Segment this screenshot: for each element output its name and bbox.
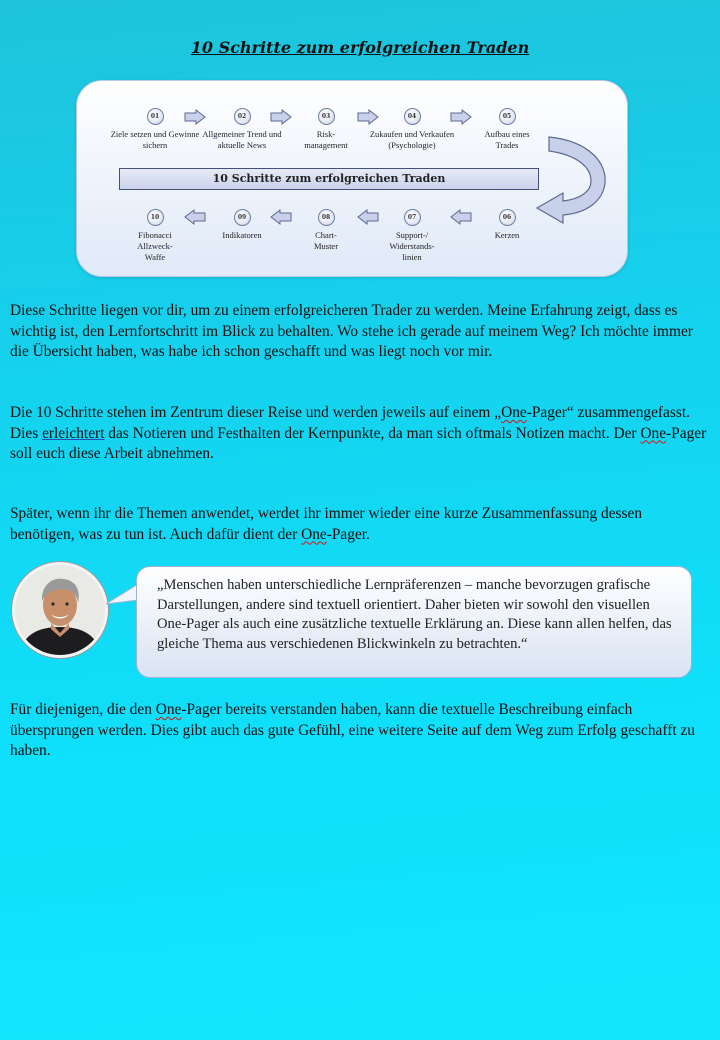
arrow-right-icon — [357, 109, 379, 125]
step-number: 10 — [147, 209, 164, 226]
step-number: 05 — [499, 108, 516, 125]
step-number: 04 — [404, 108, 421, 125]
step-number: 08 — [318, 209, 335, 226]
step-number: 09 — [234, 209, 251, 226]
text-run: -Pager. — [326, 525, 370, 543]
paragraph-one-pager — [10, 403, 710, 465]
step-label: Support-/ Widerstands-linien — [389, 230, 435, 262]
spellcheck-word: One — [301, 525, 327, 543]
grammar-word: erleichtert — [42, 424, 105, 442]
arrow-right-icon — [184, 109, 206, 125]
step-label: Indikatoren — [222, 230, 262, 240]
arrow-left-icon — [357, 209, 379, 225]
arrow-right-icon — [450, 109, 472, 125]
step-label: Kerzen — [494, 230, 520, 240]
step-label: Aufbau eines Trades — [484, 129, 530, 150]
text-run: -Pager bereits verstanden haben, kann die textuelle Beschreibung einfach übersprungen werden. Dies gibt auch das gute Gefühl, eine weitere Seite auf dem Weg zum Erfolg geschafft zu haben. — [10, 701, 695, 759]
step-06 — [462, 209, 552, 241]
arrow-left-icon — [270, 209, 292, 225]
step-number: 02 — [234, 108, 251, 125]
quote-bubble — [136, 566, 692, 678]
paragraph-intro: Diese Schritte liegen vor dir, um zu einem erfolgreicheren Trader zu werden. Meine Erfahrung zeigt, dass es wichtig ist, den Lernfortschritt im Blick zu behalten. Wo stehe ich gerade auf meinem Weg? Ich möchte immer die Übersicht haben, was habe ich schon geschafft und was liegt noch vor mir. — [10, 302, 693, 360]
paragraph-later — [10, 504, 710, 545]
author-avatar — [12, 562, 108, 658]
quote-text: „Menschen haben unterschiedliche Lernpräferenzen – manche bevorzugen grafische Darstellungen, andere sind textuell orientiert. Daher bieten wir sowohl den visuellen One-Pager als auch eine zusätzliche textuelle Erklärung an. Diese kann allen helfen, das gleiche Thema aus verschiedenen Blickwinkeln zu betrachten.“ — [157, 577, 672, 652]
step-07 — [367, 209, 457, 263]
text-run: Die 10 Schritte stehen im Zentrum dieser Reise und werden jeweils auf einem „ — [10, 404, 502, 421]
document-title: 10 Schritte zum erfolgreichen Traden — [190, 38, 530, 57]
paragraph-skip — [10, 700, 710, 762]
step-label: Risk-management — [304, 129, 348, 150]
step-label: Allgemeiner Trend und aktuelle News — [202, 129, 282, 150]
step-number: 06 — [499, 209, 516, 226]
step-number: 01 — [147, 108, 164, 125]
step-label: Chart-Muster — [313, 230, 339, 251]
text-run: das Notieren und Festhalten der Kernpunkte, da man sich oftmals Notizen macht. Der — [104, 424, 641, 442]
speech-bubble-tail-icon — [104, 582, 140, 612]
avatar-portrait-icon — [15, 565, 105, 655]
step-label: Zukaufen und Verkaufen (Psychologie) — [369, 129, 455, 150]
spellcheck-word: One — [501, 404, 527, 421]
text-run: Für diejenigen, die den — [10, 701, 156, 718]
arrow-left-icon — [450, 209, 472, 225]
spellcheck-word: One — [640, 424, 667, 442]
step-number: 07 — [404, 209, 421, 226]
arrow-left-icon — [184, 209, 206, 225]
diagram-banner: 10 Schritte zum erfolgreichen Traden — [119, 168, 539, 190]
step-04 — [367, 108, 457, 151]
step-label: Fibonacci Allzweck-Waffe — [137, 230, 173, 262]
text-run: Später, wenn ihr die Themen anwendet, werdet ihr immer wieder eine kurze Zusammenfassung dessen benötigen, was zu tun ist. Auch dafür dient der — [10, 505, 643, 543]
arrow-right-icon — [270, 109, 292, 125]
steps-diagram — [76, 80, 628, 277]
spellcheck-word: One — [155, 701, 182, 718]
text-run: -Pager“ zusammengefasst. Dies — [10, 404, 690, 442]
text-run: -Pager soll euch diese Arbeit abnehmen. — [10, 424, 707, 462]
step-label: Ziele setzen und Gewinne sichern — [110, 129, 200, 150]
step-number: 03 — [318, 108, 335, 125]
